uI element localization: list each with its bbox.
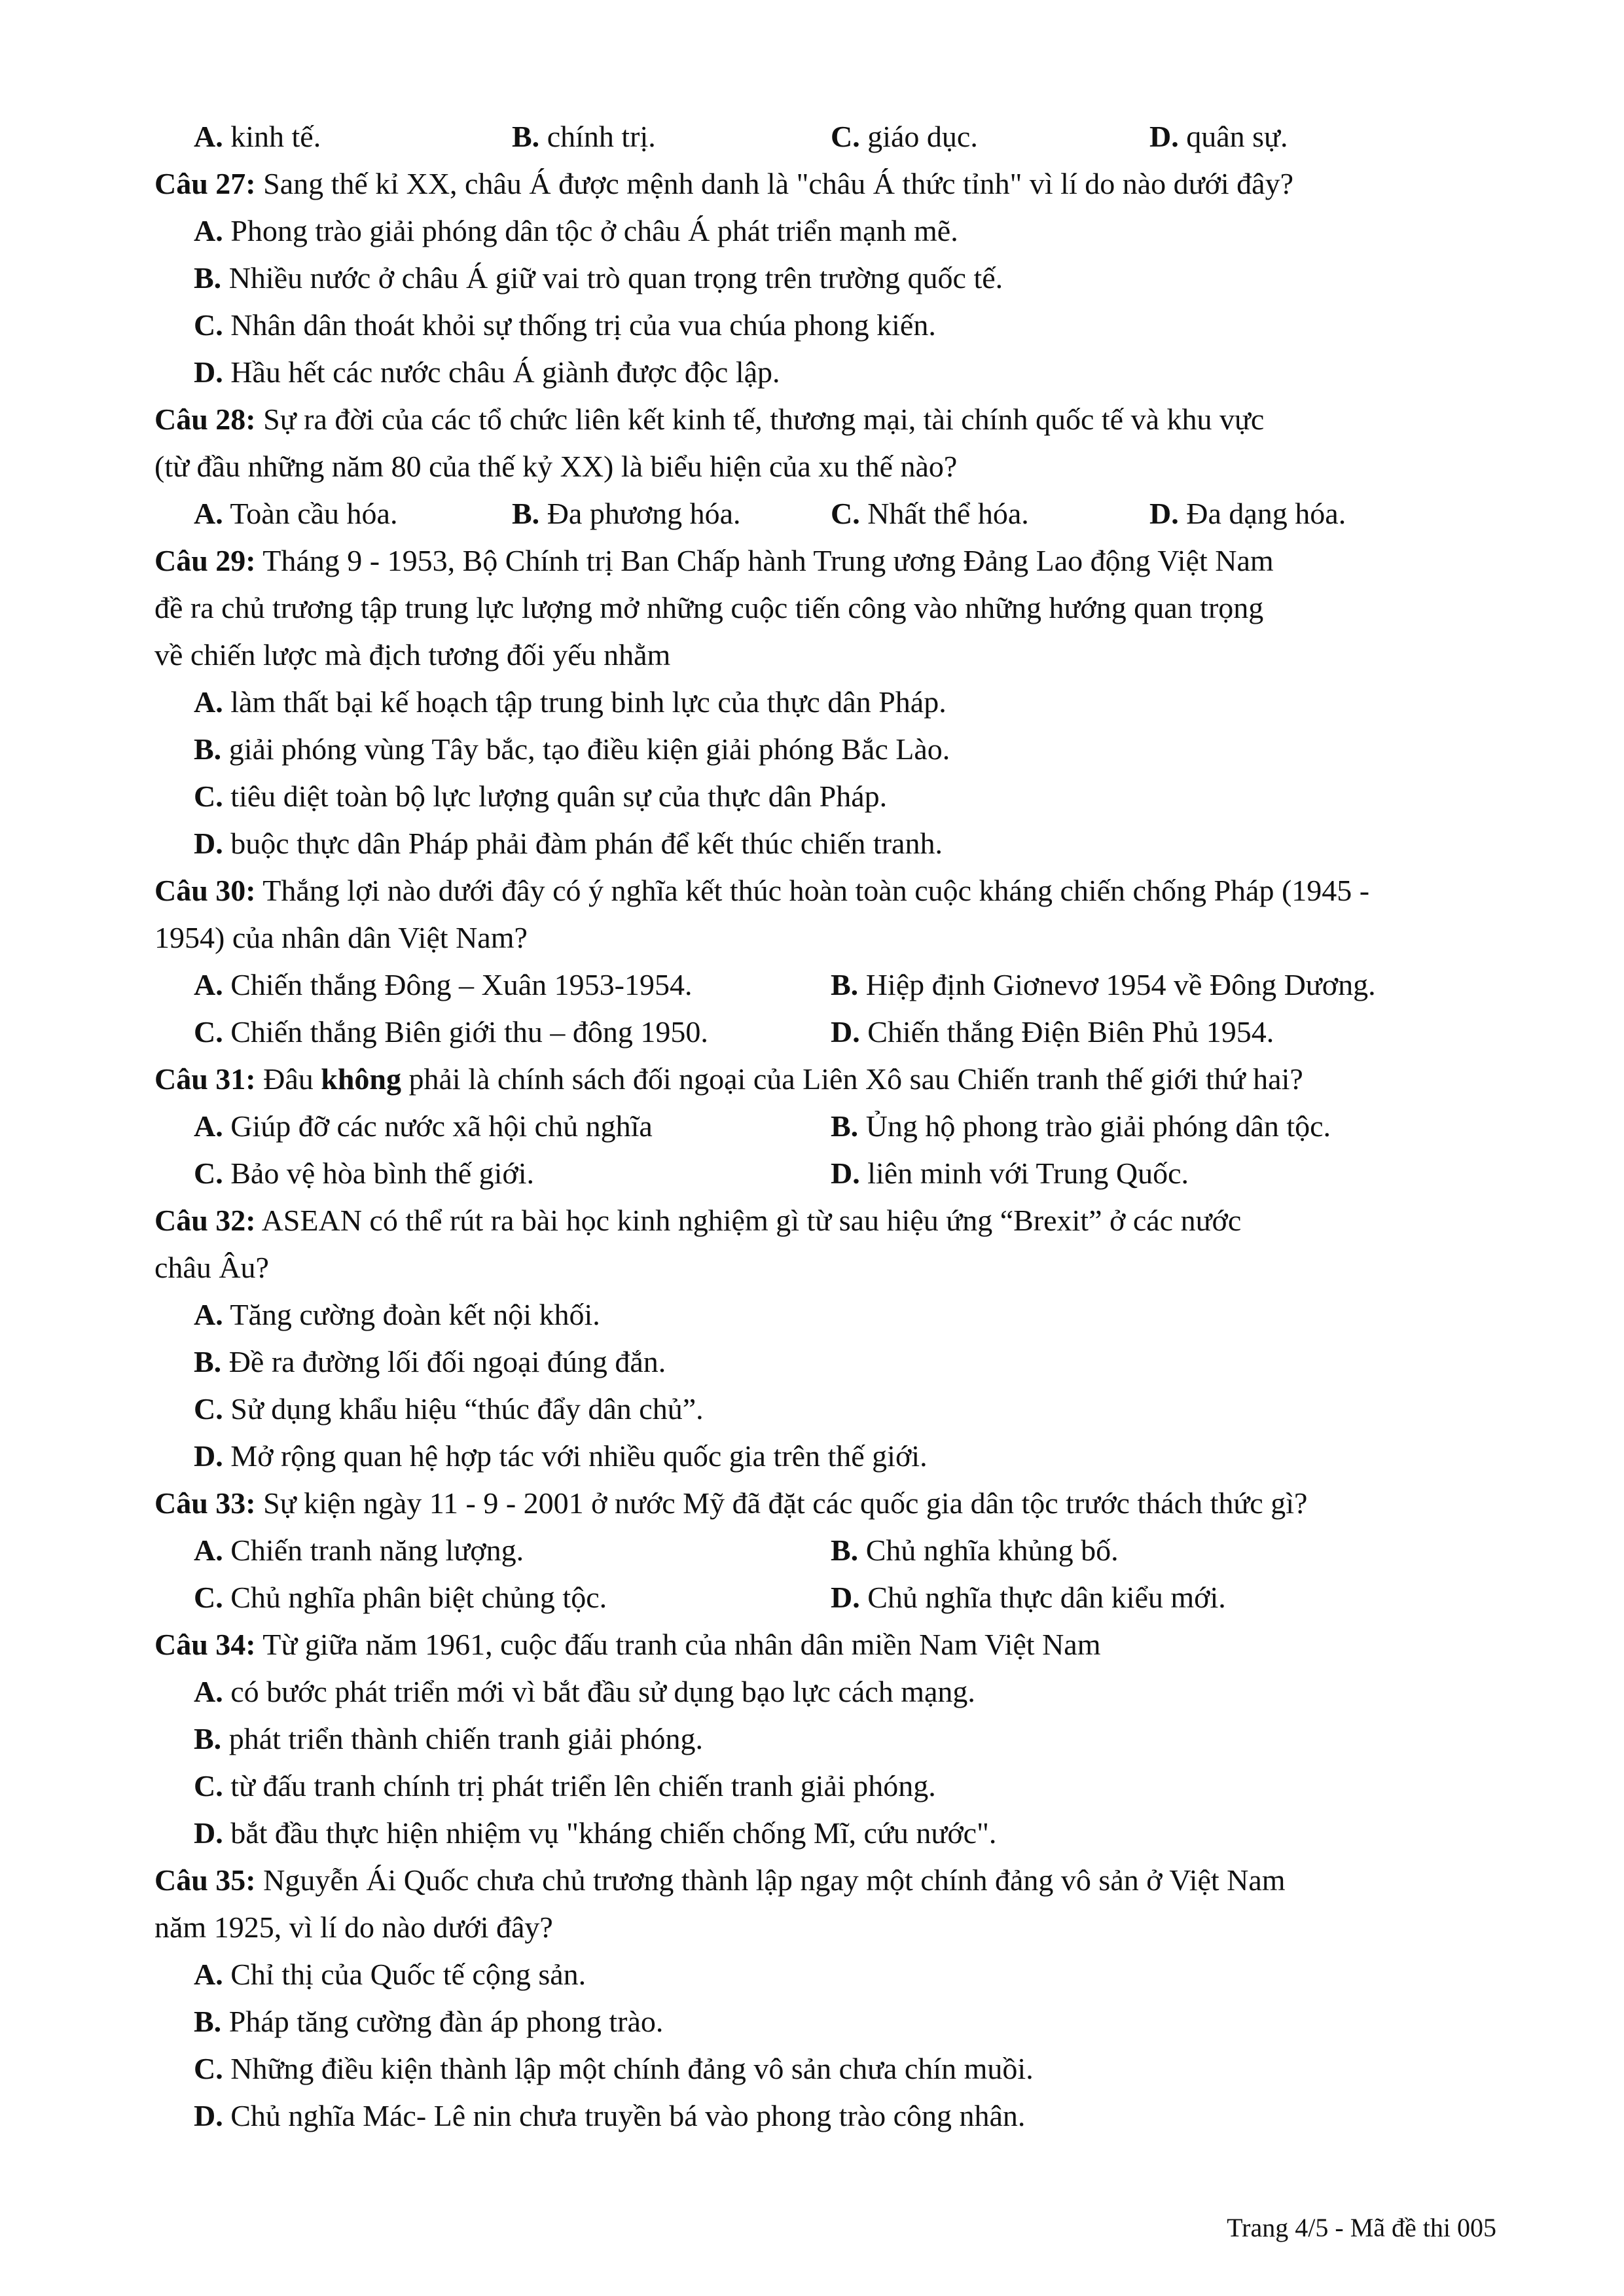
question-30-options-ab — [194, 966, 1496, 1013]
question-34-option-b: B. phát triển thành chiến tranh giải phóng. — [194, 1722, 703, 1755]
question-35: Câu 35: Nguyễn Ái Quốc chưa chủ trương thành lập ngay một chính đảng vô sản ở Việt Nam — [154, 1863, 1286, 1897]
question-35-line-2: năm 1925, vì lí do nào dưới đây? — [154, 1910, 553, 1944]
question-29: Câu 29: Tháng 9 - 1953, Bộ Chính trị Ban Chấp hành Trung ương Đảng Lao động Việt Nam — [154, 544, 1274, 577]
question-31-options-ab — [194, 1107, 1496, 1155]
option-c: C. Nhất thể hóa. — [831, 497, 1029, 530]
question-35-option-a: A. Chỉ thị của Quốc tế cộng sản. — [194, 1958, 586, 1991]
option-d: D. Chủ nghĩa thực dân kiểu mới. — [831, 1581, 1226, 1614]
question-32: Câu 32: ASEAN có thể rút ra bài học kinh nghiệm gì từ sau hiệu ứng “Brexit” ở các nước — [154, 1204, 1242, 1237]
question-30: Câu 30: Thắng lợi nào dưới đây có ý nghĩa kết thúc hoàn toàn cuộc kháng chiến chống Pháp (1945 - — [154, 874, 1370, 907]
option-a: A. Chiến tranh năng lượng. — [194, 1534, 524, 1567]
question-29-option-b: B. giải phóng vùng Tây bắc, tạo điều kiện giải phóng Bắc Lào. — [194, 732, 950, 766]
question-27-option-a: A. Phong trào giải phóng dân tộc ở châu Á phát triển mạnh mẽ. — [194, 214, 958, 247]
question-30-options-cd — [194, 1013, 1496, 1060]
question-27: Câu 27: Sang thế kỉ XX, châu Á được mệnh danh là "châu Á thức tỉnh" vì lí do nào dưới đây? — [154, 167, 1294, 200]
question-28: Câu 28: Sự ra đời của các tổ chức liên kết kinh tế, thương mại, tài chính quốc tế và khu vực — [154, 403, 1265, 436]
question-33-options-ab — [194, 1532, 1496, 1579]
question-34-option-a: A. có bước phát triển mới vì bắt đầu sử dụng bạo lực cách mạng. — [194, 1675, 975, 1708]
question-28-line-2: (từ đầu những năm 80 của thế kỷ XX) là biểu hiện của xu thế nào? — [154, 450, 958, 483]
question-29-option-d: D. buộc thực dân Pháp phải đàm phán để kết thúc chiến tranh. — [194, 827, 943, 860]
option-b: B. Chủ nghĩa khủng bố. — [831, 1534, 1119, 1567]
question-35-option-b: B. Pháp tăng cường đàn áp phong trào. — [194, 2005, 664, 2038]
question-32-line-2: châu Âu? — [154, 1251, 269, 1284]
question-29-option-a: A. làm thất bại kế hoạch tập trung binh lực của thực dân Pháp. — [194, 685, 947, 719]
option-a: A. Toàn cầu hóa. — [194, 497, 398, 530]
question-28-options — [194, 495, 1496, 542]
option-d: D. quân sự. — [1149, 120, 1288, 153]
option-c: C. Chủ nghĩa phân biệt chủng tộc. — [194, 1581, 607, 1614]
question-27-option-b: B. Nhiều nước ở châu Á giữ vai trò quan trọng trên trường quốc tế. — [194, 261, 1003, 295]
option-d: D. Đa dạng hóa. — [1149, 497, 1346, 530]
exam-page — [154, 118, 1496, 2144]
option-b: B. Hiệp định Giơnevơ 1954 về Đông Dương. — [831, 968, 1376, 1001]
question-31-options-cd — [194, 1155, 1496, 1202]
option-c: C. Bảo vệ hòa bình thế giới. — [194, 1157, 535, 1190]
question-31: Câu 31: Đâu không phải là chính sách đối ngoại của Liên Xô sau Chiến tranh thế giới thứ hai? — [154, 1062, 1303, 1096]
question-33: Câu 33: Sự kiện ngày 11 - 9 - 2001 ở nước Mỹ đã đặt các quốc gia dân tộc trước thách thức gì? — [154, 1486, 1308, 1520]
option-b: B. Ủng hộ phong trào giải phóng dân tộc. — [831, 1109, 1331, 1143]
option-d: D. Chiến thắng Điện Biên Phủ 1954. — [831, 1015, 1274, 1049]
question-32-option-a: A. Tăng cường đoàn kết nội khối. — [194, 1298, 600, 1331]
question-32-option-d: D. Mở rộng quan hệ hợp tác với nhiều quốc gia trên thế giới. — [194, 1439, 928, 1473]
option-b: B. chính trị. — [512, 120, 656, 153]
question-29-line-2: đề ra chủ trương tập trung lực lượng mở những cuộc tiến công vào những hướng quan trọng — [154, 591, 1264, 624]
option-a: A. Giúp đỡ các nước xã hội chủ nghĩa — [194, 1109, 653, 1143]
question-27-option-c: C. Nhân dân thoát khỏi sự thống trị của vua chúa phong kiến. — [194, 308, 936, 342]
question-34-option-c: C. từ đấu tranh chính trị phát triển lên chiến tranh giải phóng. — [194, 1769, 936, 1803]
question-35-option-d: D. Chủ nghĩa Mác- Lê nin chưa truyền bá vào phong trào công nhân. — [194, 2099, 1026, 2132]
question-27-option-d: D. Hầu hết các nước châu Á giành được độc lập. — [194, 355, 780, 389]
prev-question-options — [194, 118, 1496, 165]
question-33-options-cd — [194, 1579, 1496, 1626]
question-34-option-d: D. bắt đầu thực hiện nhiệm vụ "kháng chiến chống Mĩ, cứu nước". — [194, 1816, 997, 1850]
option-b: B. Đa phương hóa. — [512, 497, 741, 530]
question-30-line-2: 1954) của nhân dân Việt Nam? — [154, 921, 528, 954]
question-32-option-c: C. Sử dụng khẩu hiệu “thúc đẩy dân chủ”. — [194, 1392, 704, 1426]
page-footer: Trang 4/5 - Mã đề thi 005 — [1227, 2213, 1496, 2242]
option-d: D. liên minh với Trung Quốc. — [831, 1157, 1189, 1190]
option-a: A. Chiến thắng Đông – Xuân 1953-1954. — [194, 968, 693, 1001]
question-29-line-3: về chiến lược mà địch tương đối yếu nhằm — [154, 638, 671, 672]
question-34: Câu 34: Từ giữa năm 1961, cuộc đấu tranh của nhân dân miền Nam Việt Nam — [154, 1628, 1101, 1661]
question-35-option-c: C. Những điều kiện thành lập một chính đảng vô sản chưa chín muồi. — [194, 2052, 1034, 2085]
question-32-option-b: B. Đề ra đường lối đối ngoại đúng đắn. — [194, 1345, 666, 1378]
option-c: C. Chiến thắng Biên giới thu – đông 1950. — [194, 1015, 708, 1049]
question-29-option-c: C. tiêu diệt toàn bộ lực lượng quân sự của thực dân Pháp. — [194, 780, 888, 813]
option-a: A. kinh tế. — [194, 120, 321, 153]
option-c: C. giáo dục. — [831, 120, 978, 153]
